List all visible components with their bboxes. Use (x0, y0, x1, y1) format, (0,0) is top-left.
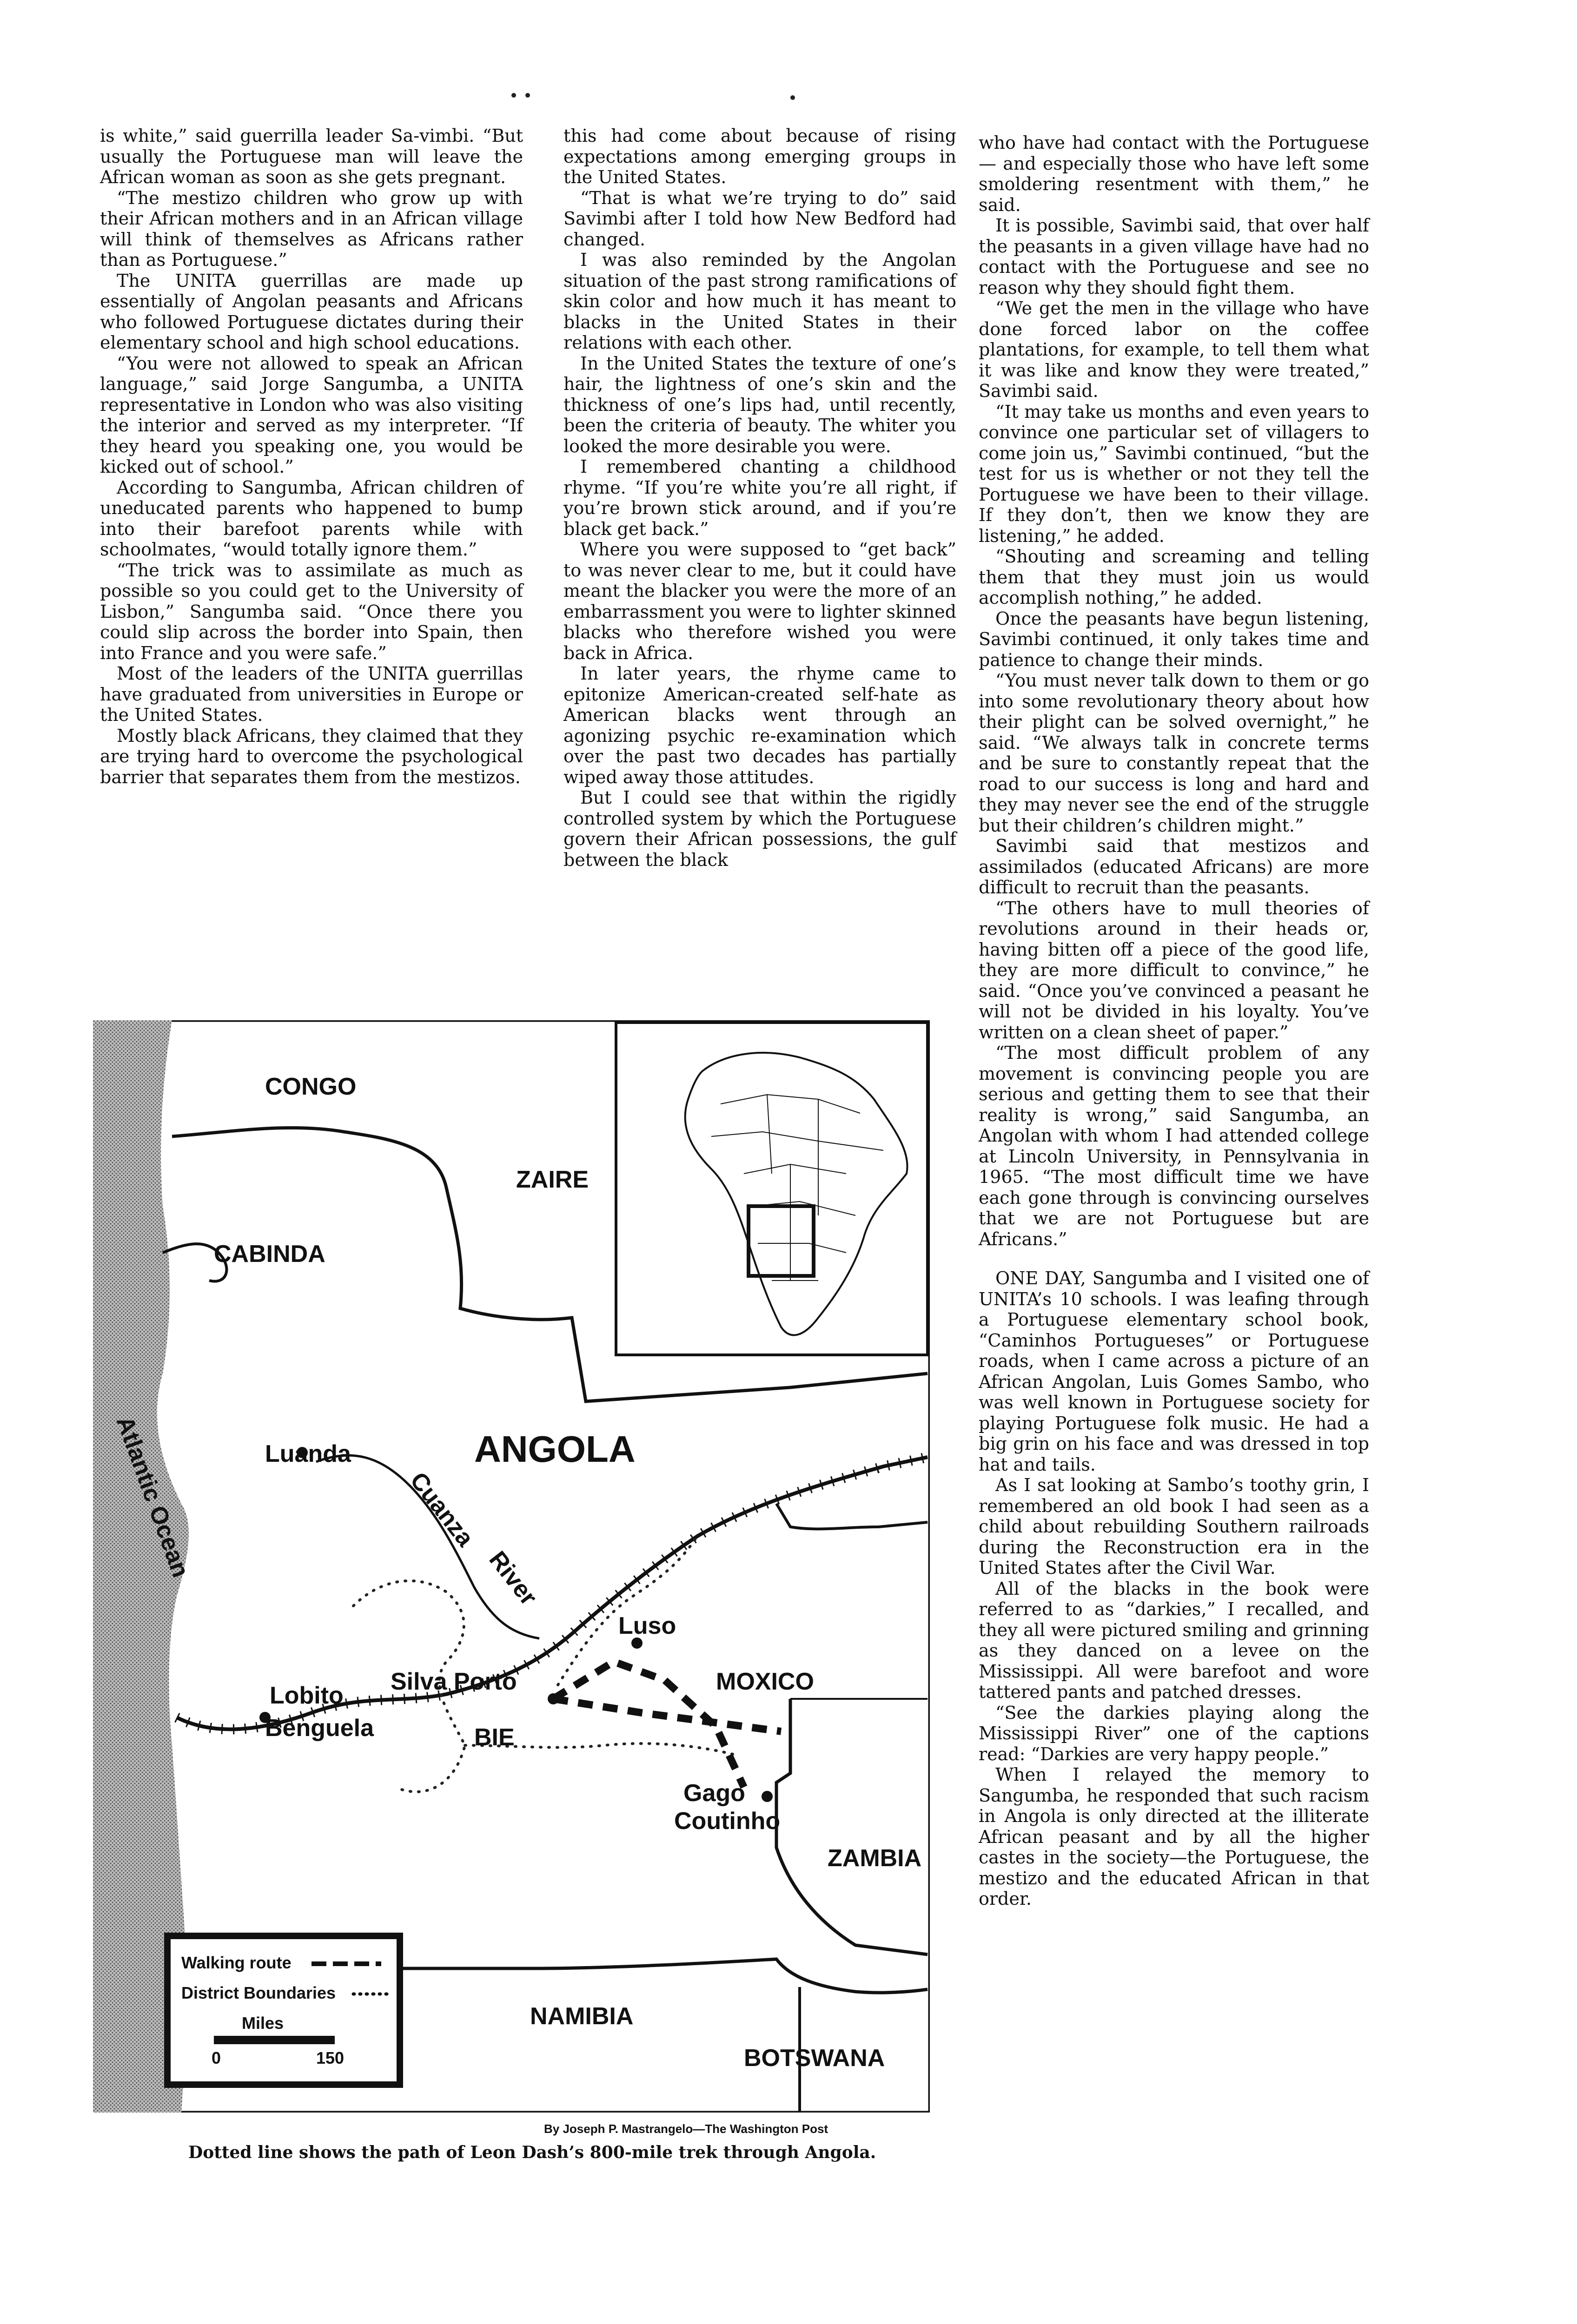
paragraph: “Shouting and screaming and telling them that they must join us would accomplish nothing,” he added. (979, 546, 1369, 608)
paragraph: “We get the men in the village who have done forced labor on the coffee plantations, for example, to tell them what it was like and know they were treated,” Savimbi said. (979, 298, 1369, 401)
label-bie: BIE (474, 1724, 515, 1751)
article-column-2 (563, 125, 956, 870)
label-coutinho: Coutinho (674, 1808, 781, 1835)
label-zaire: ZAIRE (516, 1166, 589, 1193)
legend-district-boundaries: District Boundaries (181, 1983, 336, 2002)
page-mark (511, 93, 516, 98)
paragraph: “That is what we’re trying to do” said Savimbi after I told how New Bedford had changed. (563, 187, 956, 250)
paragraph: “The mestizo children who grow up with their African mothers and in an African village will think of themselves as Africans rather than as Portuguese.” (100, 187, 523, 270)
paragraph: I was also reminded by the Angolan situation of the past strong ramifications of skin color and how much it has meant to blacks in the United States in their relations with each other. (563, 250, 956, 353)
legend-scale-start: 0 (212, 2048, 221, 2067)
paragraph: Most of the leaders of the UNITA guerrillas have graduated from universities in Europe or the United States. (100, 663, 523, 725)
silva-porto-marker (548, 1693, 559, 1704)
label-silva-porto: Silva Porto (391, 1668, 517, 1695)
paragraph: All of the blacks in the book were referred to as “darkies,” I recalled, and they all were pictured smiling and grinning as they danced on a levee on the Mississippi. All were barefoot and wore tattered pants and patched dresses. (979, 1578, 1369, 1702)
label-luso: Luso (618, 1612, 676, 1639)
label-moxico: MOXICO (716, 1668, 814, 1695)
label-benguela: Benguela (265, 1715, 374, 1742)
paragraph: The UNITA guerrillas are made up essentially of Angolan peasants and Africans who followed Portuguese dictates during their elementary school and high school educations. (100, 270, 523, 353)
paragraph: When I relayed the memory to Sangumba, he responded that such racism in Angola is only directed at the illiterate African peasant and by all the higher castes in the society—the Portuguese, the mestizo and the educated African in that order. (979, 1764, 1369, 1909)
article-column-1 (100, 125, 523, 787)
label-congo: CONGO (265, 1073, 357, 1100)
paragraph: In later years, the rhyme came to epitonize American-created self-hate as American blacks went through an agonizing psychic re-examination which over the past two decades has partially wiped away those attitudes. (563, 663, 956, 787)
paragraph: In the United States the texture of one’s hair, the lightness of one’s skin and the thickness of one’s lips had, until recently, been the criteria of beauty. The whiter you looked the more desirable you were. (563, 353, 956, 456)
legend-scale-end: 150 (316, 2048, 345, 2067)
page-mark (790, 95, 795, 100)
paragraph: As I sat looking at Sambo’s toothy grin, I remembered an old book I had seen as a child about rebuilding Southern railroads during the Reconstruction era in the United States after the Civil War. (979, 1475, 1369, 1578)
map-figure (93, 1020, 930, 2113)
paragraph: “It may take us months and even years to convince one particular set of villagers to come join us,” Savimbi continued, “but the test for us is whether or not they tell the Portuguese we have been to their village. If they don’t, then we know they are listening,” he added. (979, 401, 1369, 546)
label-gago: Gago (683, 1780, 745, 1807)
paragraph: It is possible, Savimbi said, that over half the peasants in a given village have had no contact with the Portuguese and see no reason why they should fight them. (979, 215, 1369, 298)
article-column-3 (979, 132, 1369, 1909)
map-credit: By Joseph P. Mastrangelo—The Washington Post (544, 2122, 828, 2136)
label-river: River (484, 1546, 543, 1611)
gago-coutinho-marker (762, 1791, 773, 1802)
label-cuanza: Cuanza (404, 1467, 479, 1552)
paragraph: According to Sangumba, African children of uneducated parents who happened to bump into their barefoot parents while with schoolmates, “would totally ignore them.” (100, 477, 523, 560)
paragraph: “The most difficult problem of any movement is convincing people you are serious and getting them to see that their reality is wrong,” said Sangumba, an Angolan with whom I had attended college at Lincoln University, in Pennsylvania in 1965. “The most difficult time we have each gone through is convincing ourselves that we are not Portuguese but are Africans.” (979, 1043, 1369, 1249)
legend-walking-route: Walking route (181, 1953, 292, 1972)
paragraph: Where you were supposed to “get back” to was never clear to me, but it could have meant the blacker you were the more of an embarrassment you were to lighter skinned blacks who therefore wished you were back in Africa. (563, 539, 956, 663)
section-paragraph: ONE DAY, Sangumba and I visited one of UNITA’s 10 schools. I was leafing through a Portuguese elementary school book, “Caminhos Portugueses” or Portuguese roads, when I came across a picture of an African Angolan, Luis Gomes Sambo, who was well known in Portuguese society for playing Portuguese folk music. He had a big grin on his face and was dressed in top hat and tails. (979, 1268, 1369, 1475)
label-botswana: BOTSWANA (744, 2045, 885, 2072)
angola-map (93, 1020, 930, 2113)
paragraph: But I could see that within the rigidly controlled system by which the Portuguese govern their African possessions, the gulf between the black (563, 787, 956, 870)
label-namibia: NAMIBIA (530, 2003, 634, 2030)
paragraph: Mostly black Africans, they claimed that they are trying hard to overcome the psychological barrier that separates them from the mestizos. (100, 725, 523, 787)
label-cabinda: CABINDA (214, 1241, 325, 1268)
map-caption: Dotted line shows the path of Leon Dash’s 800-mile trek through Angola. (188, 2143, 876, 2162)
label-zambia: ZAMBIA (828, 1845, 922, 1872)
label-angola: ANGOLA (474, 1428, 636, 1470)
paragraph: is white,” said guerrilla leader Sa-vimbi. “But usually the Portuguese man will leave the African woman as soon as she gets pregnant. (100, 125, 523, 187)
paragraph: “See the darkies playing along the Mississippi River” one of the captions read: “Darkies are very happy people.” (979, 1702, 1369, 1764)
label-luanda: Luanda (265, 1440, 351, 1467)
paragraph: “The trick was to assimilate as much as possible so you could get to the University of Lisbon,” Sangumba said. “Once there you could slip across the border into Spain, then into France and you were safe.” (100, 560, 523, 663)
legend-miles: Miles (242, 2014, 284, 2033)
paragraph: “You were not allowed to speak an African language,” said Jorge Sangumba, a UNITA representative in London who was also visiting the interior and served as my interpreter. “If they heard you speaking one, you would be kicked out of school.” (100, 353, 523, 477)
paragraph: this had come about because of rising expectations among emerging groups in the United States. (563, 125, 956, 187)
paragraph: who have had contact with the Portuguese — and especially those who have left some smoldering resentment with them,” he said. (979, 132, 1369, 215)
paragraph: Savimbi said that mestizos and assimilados (educated Africans) are more difficult to recruit than the peasants. (979, 836, 1369, 898)
label-lobito: Lobito (270, 1682, 344, 1709)
page-mark (525, 93, 530, 98)
legend-scale-bar (214, 2036, 335, 2044)
paragraph: Once the peasants have begun listening, Savimbi continued, it only takes time and patience to change their minds. (979, 608, 1369, 670)
paragraph: I remembered chanting a childhood rhyme. “If you’re white you’re all right, if you’re brown stick around, and if you’re black get back.” (563, 456, 956, 539)
paragraph: “You must never talk down to them or go into some revolutionary theory about how their plight can be solved overnight,” he said. “We always talk in concrete terms and be sure to constantly repeat that the road to our success is long and hard and they may never see the end of the struggle but their children’s children might.” (979, 670, 1369, 836)
label-atlantic-ocean: Atlantic Ocean (111, 1413, 194, 1581)
paragraph: “The others have to mull theories of revolutions around in their heads or, having bitten off a piece of the good life, they are more difficult to convince,” he said. “Once you’ve convinced a peasant he will not be divided in his loyalty. You’ve written on a clean sheet of paper.” (979, 898, 1369, 1043)
